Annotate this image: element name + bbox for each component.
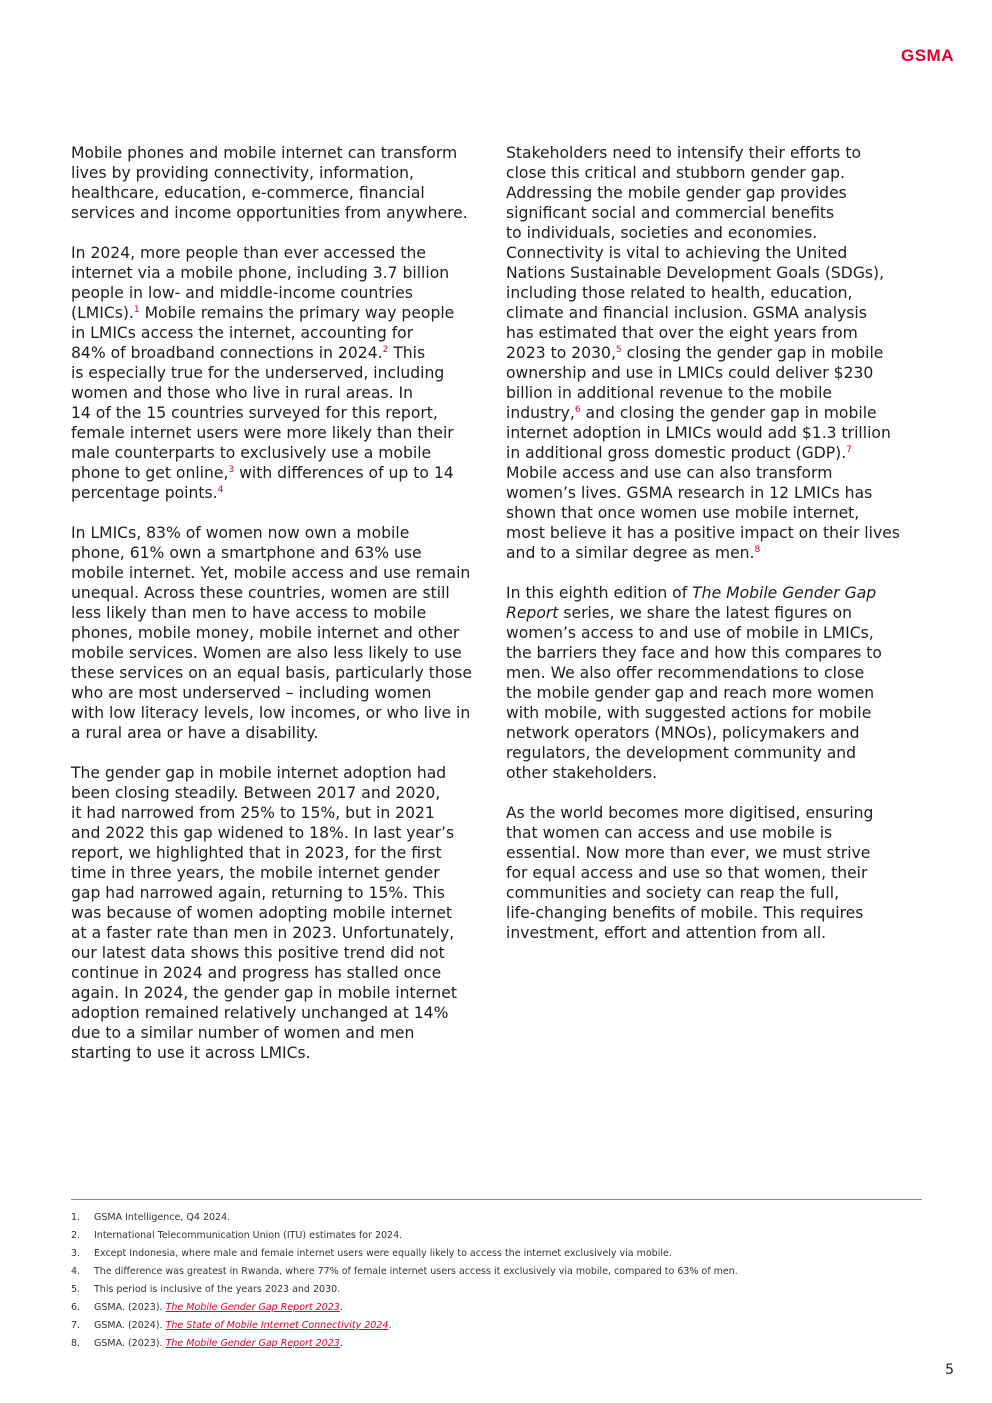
right-column [506, 143, 924, 963]
paragraph-2024-access: In 2024, more people than ever accessed the internet via a mobile phone, including 3.7 billion people in low- and middle-income countries (LMICs).$^1$ Mobile remains the primary way people in LMICs access the internet, accounting for 84% of broadband connections in 2024.$^2$ This is especially true for the underserved, including women and those who live in rural areas. In 14 of the 15 countries surveyed for this report, female internet users were more likely than their male counterparts to exclusively use a mobile phone to get online,$^3$ with differences of up to 14 percentage points.$^4$ [71, 244, 455, 502]
footnote-link-gender-gap-2023[interactable]: The Mobile Gender Gap Report 2023 [165, 1302, 340, 1313]
paragraph-gender-gap-trend: The gender gap in mobile internet adoption had been closing steadily. Between 2017 and 2020, it had narrowed from 25% to 15%, but in 2021 and 2022 this gap widened to 18%. In last year’s report, we highlighted that in 2023, for the first time in three years, the mobile internet gender gap had narrowed again, returning to 15%. This was because of women adopting mobile internet at a faster rate than men in 2023. Unfortunately, our latest data shows this positive trend did not continue in 2024 and progress has stalled once again. In 2024, the gender gap in mobile internet adoption remained relatively unchanged at 14% due to a similar number of women and men starting to use it across LMICs. [71, 764, 457, 1062]
footnote-ref-7[interactable]: 7 [846, 444, 852, 455]
paragraph-stakeholders: Stakeholders need to intensify their efforts to close this critical and stubborn gender gap. Addressing the mobile gender gap provides significant social and commercial benefits to individuals, societies and economies. Connectivity is vital to achieving the United Nations Sustainable Development Goals (SDGs), including those related to health, education, climate and financial inclusion. GSMA analysis has estimated that over the eight years from 2023 to 2030,$^5$ closing the gender gap in mobile ownership and use in LMICs could deliver $230 billion in additional revenue to the mobile industry,$^6$ and closing the gender gap in mobile internet adoption in LMICs would add $1.3 trillion in additional gross domestic product (GDP).$^7$ Mobile access and use can also transform women’s lives. GSMA research in 12 LMICs has shown that once women use mobile internet, most believe it has a positive impact on their lives and to a similar degree as men.$^8$ [506, 144, 900, 562]
footnote-ref-4[interactable]: 4 [217, 484, 224, 495]
footnote-item: 7. GSMA. (2024). The State of Mobile Internet Connectivity 2024. [71, 1320, 392, 1331]
footnote-item: 1. GSMA Intelligence, Q4 2024. [71, 1212, 231, 1223]
footnote-ref-2[interactable]: 2 [382, 344, 389, 355]
footnote-item: 5. This period is inclusive of the years 2023 and 2030. [71, 1284, 341, 1295]
paragraph-lmic-ownership: In LMICs, 83% of women now own a mobile phone, 61% own a smartphone and 63% use mobile internet. Yet, mobile access and use remain unequal. Across these countries, women are still less likely than men to have access to mobile phones, mobile money, mobile internet and other mobile services. Women are also less likely to use these services on an equal basis, particularly those who are most underserved – including women with low literacy levels, low incomes, or who live in a rural area or have a disability. [71, 524, 472, 742]
footnote-item: 6. GSMA. (2023). The Mobile Gender Gap Report 2023. [71, 1302, 343, 1313]
footnote-item: 2. International Telecommunication Union (ITU) estimates for 2024. [71, 1230, 403, 1241]
report-title: The Mobile Gender Gap Report [506, 584, 877, 622]
footnote-ref-6[interactable]: 6 [574, 404, 581, 415]
footnote-ref-8[interactable]: 8 [754, 544, 761, 555]
footnote-link-state-of-connectivity-2024[interactable]: The State of Mobile Internet Connectivity 2024 [165, 1320, 389, 1331]
footnote-link-gender-gap-2023[interactable]: The Mobile Gender Gap Report 2023 [165, 1338, 340, 1349]
left-column [71, 143, 489, 1083]
footnote-item: 8. GSMA. (2023). The Mobile Gender Gap Report 2023. [71, 1338, 343, 1349]
footnotes-list [71, 1209, 922, 1353]
footnote-ref-5[interactable]: 5 [615, 344, 622, 355]
paragraph-intro: Mobile phones and mobile internet can transform lives by providing connectivity, information, healthcare, education, e-commerce, financial services and income opportunities from anywhere. [71, 144, 468, 222]
footnote-divider [71, 1199, 922, 1200]
footnote-item: 4. The difference was greatest in Rwanda, where 77% of female internet users access it exclusively via mobile, compared to 63% of men. [71, 1266, 738, 1277]
paragraph-digitised-world: As the world becomes more digitised, ensuring that women can access and use mobile is essential. Now more than ever, we must strive for equal access and use so that women, their communities and society can reap the full, life-changing benefits of mobile. This requires investment, effort and attention from all. [506, 804, 874, 942]
page-number: 5 [945, 1362, 954, 1378]
gsma-logo: GSMA [901, 46, 954, 65]
footnote-ref-1[interactable]: 1 [133, 304, 140, 315]
paragraph-eighth-edition: In this eighth edition of The Mobile Gender Gap Report series, we share the latest figures on women’s access to and use of mobile in LMICs, the barriers they face and how this compares to men. We also offer recommendations to close the mobile gender gap and reach more women with mobile, with suggested actions for mobile network operators (MNOs), policymakers and regulators, the development community and other stakeholders. [506, 584, 882, 782]
footnote-item: 3. Except Indonesia, where male and female internet users were equally likely to access the internet exclusively via mobile. [71, 1248, 672, 1259]
footnote-ref-3[interactable]: 3 [228, 464, 235, 475]
